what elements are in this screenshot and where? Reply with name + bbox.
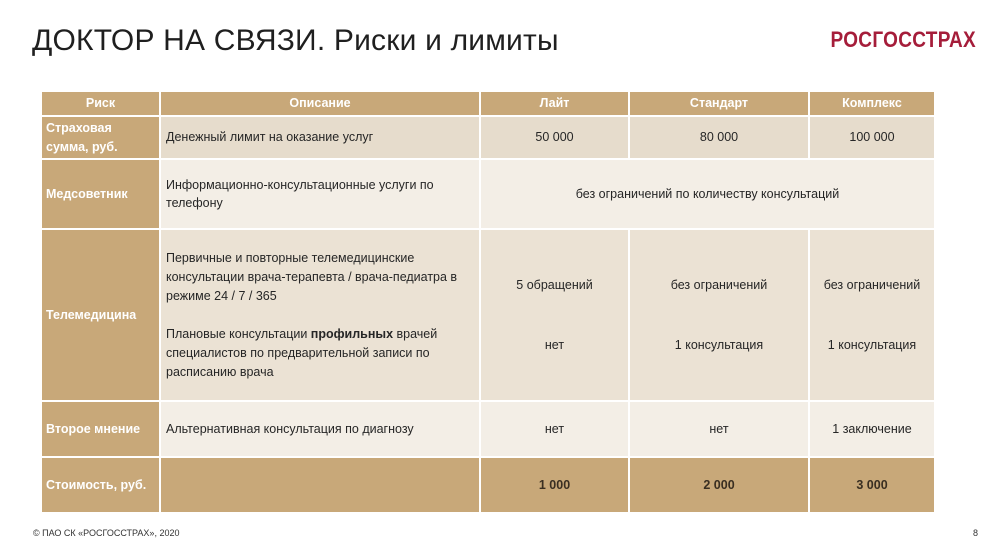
telemed-desc-planned-post: врачей специалистов по предварительной записи по расписанию врача xyxy=(166,327,438,379)
col-header-risk: Риск xyxy=(42,92,159,115)
telemed-desc-planned xyxy=(166,325,475,381)
col-header-standard: Стандарт xyxy=(630,92,808,115)
description-cell: Денежный лимит на оказание услуг xyxy=(161,117,479,159)
col-header-complex: Комплекс xyxy=(810,92,934,115)
lite-price: 1 000 xyxy=(481,458,628,512)
lite-planned-value: нет xyxy=(544,338,565,353)
complex-price: 3 000 xyxy=(810,458,934,512)
standard-value: 80 000 xyxy=(630,117,808,159)
risk-cell: Стоимость, руб. xyxy=(42,458,159,512)
standard-value xyxy=(630,230,808,400)
description-cell: Информационно-консультационные услуги по телефону xyxy=(161,160,479,228)
standard-planned-value: 1 консультация xyxy=(674,338,764,353)
copyright-footer: © ПАО СК «РОСГОССТРАХ», 2020 xyxy=(33,528,180,538)
page-title: ДОКТОР НА СВЯЗИ. Риски и лимиты xyxy=(32,24,559,57)
standard-price: 2 000 xyxy=(630,458,808,512)
complex-value: 100 000 xyxy=(810,117,934,159)
lite-value: 50 000 xyxy=(481,117,628,159)
risk-cell: Страховая сумма, руб. xyxy=(42,117,159,159)
complex-planned-value: 1 консультация xyxy=(827,338,917,353)
col-header-description: Описание xyxy=(161,92,479,115)
description-cell xyxy=(161,458,479,512)
table-row-insured-sum xyxy=(42,117,934,159)
telemed-desc-primary: Первичные и повторные телемедицинские консультации врача-терапевта / врача-педиатра в режиме 24 / 7 / 365 xyxy=(166,251,458,303)
telemed-desc-planned-pre: Плановые консультации xyxy=(166,327,311,342)
complex-primary-value: без ограничений xyxy=(823,277,921,292)
standard-value: нет xyxy=(630,402,808,456)
rosgosstrakh-logo: РОСГОССТРАХ xyxy=(830,28,976,53)
complex-value: 1 заключение xyxy=(810,402,934,456)
complex-value xyxy=(810,230,934,400)
lite-value: нет xyxy=(481,402,628,456)
risk-cell: Второе мнение xyxy=(42,402,159,456)
standard-primary-value: без ограничений xyxy=(670,277,768,292)
merged-value: без ограничений по количеству консультаций xyxy=(481,160,934,228)
page-number: 8 xyxy=(972,528,978,538)
col-header-lite: Лайт xyxy=(481,92,628,115)
risk-cell: Медсоветник xyxy=(42,160,159,228)
lite-value xyxy=(481,230,628,400)
table-header-row xyxy=(42,92,934,115)
table-row-second-opinion xyxy=(42,402,934,456)
description-cell xyxy=(161,230,479,400)
lite-primary-value: 5 обращений xyxy=(516,277,593,292)
risks-limits-table xyxy=(40,90,936,514)
table-row-cost xyxy=(42,458,934,512)
risk-cell: Телемедицина xyxy=(42,230,159,400)
table-row-telemedicine xyxy=(42,230,934,400)
telemed-desc-planned-bold: профильных xyxy=(310,327,394,342)
table-row-medadvisor xyxy=(42,160,934,228)
description-cell: Альтернативная консультация по диагнозу xyxy=(161,402,479,456)
